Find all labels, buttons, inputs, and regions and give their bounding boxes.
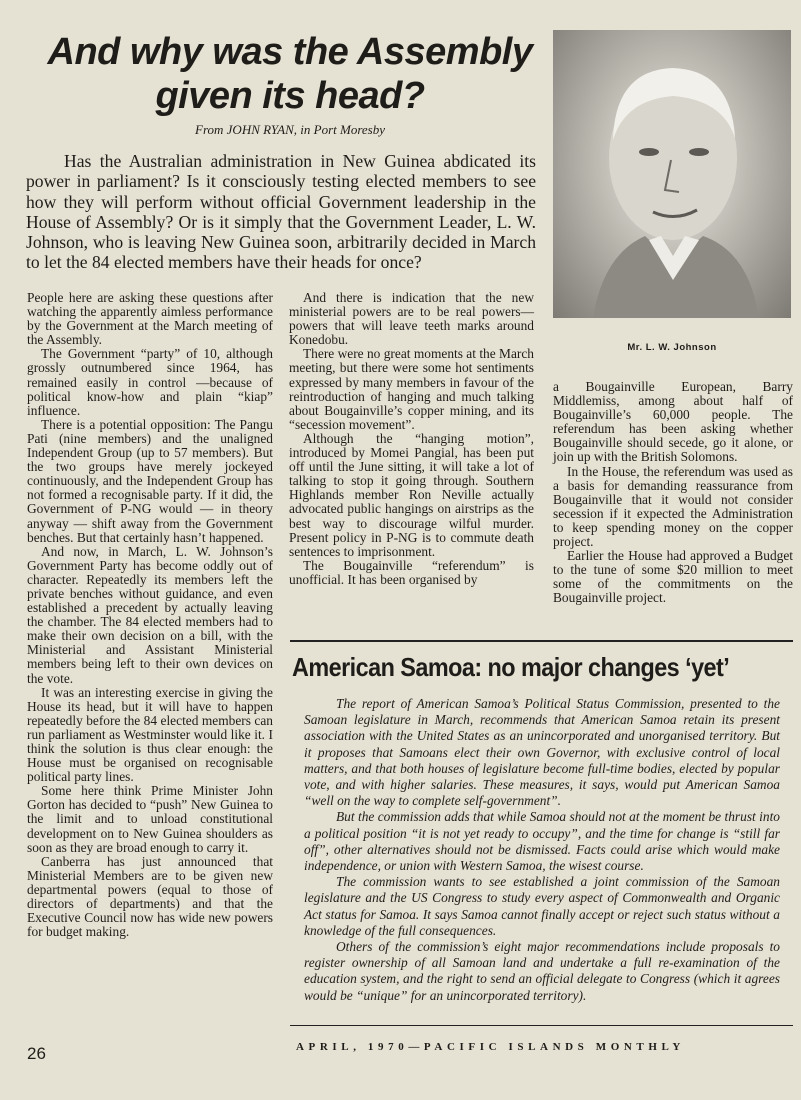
paragraph: People here are asking these questions after watching the apparently aimless performance by the Government at the March meeting of the Assembly. — [27, 290, 273, 348]
paragraph: a Bougainville European, Barry Middlemiss, among about half of Bougainville’s 60,000 people. The referendum has been asking whether Bougainville should secede, go it alone, or join up with the British Solomons. — [553, 379, 793, 465]
paragraph: There is a potential opposition: The Pangu Pati (nine members) and the unaligned Independent Group (up to 57 members). But the two groups have merely jockeyed continuously, and the Independent Group has not formed a recognisable party. If it did, the Government of P-NG would — in theory anyway — shift away from the Government benches. But that certainly hasn’t happened. — [27, 416, 273, 545]
article-headline: And why was the Assembly given its head? — [47, 31, 533, 117]
paragraph: Although the “hanging motion”, introduced by Momei Pangial, has been put off until the June sitting, it will take a lot of talking to stop it going through. Southern Highlands member Ron Neville actually advocated public hangings on airstrips as the best way to discourage wilful murder. Present policy in P-NG is to commute death sentences to imprisonment. — [289, 430, 534, 559]
article-byline: From JOHN RYAN, in Port Moresby — [195, 122, 385, 137]
paragraph: Some here think Prime Minister John Gorton has decided to “push” New Guinea to the limit and to unload constitutional development on to New Guinea shoulders as soon as they are broad enough to carry it. — [27, 783, 273, 855]
article-intro: Has the Australian administration in New Guinea abdicated its power in parliament? Is it consciously testing elected members to see how they will perform without official Government leadership in the House of Assembly? Or is it simply that the Government Leader, L. W. Johnson, who is leaving New Guinea soon, arbitrarily decided in March to let the 84 elected members have their heads for once? — [26, 151, 536, 273]
article-column-2 — [289, 291, 534, 587]
paragraph: It was an interesting exercise in giving the House its head, but it will have to happen repeatedly before the 84 elected members can run parliament as Westminster would like it. I think the solution is thus clear enough: the House must be organised on recognisable political party lines. — [27, 684, 273, 785]
paragraph: The commission wants to see established a joint commission of the Samoan legislature and the US Congress to study every aspect of Commonwealth and Organic Act status for Samoa. It says Samoa cannot finally accept or reject such status without a knowledge of the full consequences. — [304, 874, 780, 938]
section-divider — [290, 640, 793, 642]
paragraph: But the commission adds that while Samoa should not at the moment be thrust into a political position “it is not yet ready to occupy”, and the time for change is “still far off”, other alternatives should not be dismissed. Facts could arise which would make independence, or union with Western Samoa, the wisest course. — [304, 809, 780, 874]
portrait-photo — [553, 30, 791, 318]
paragraph: Others of the commission’s eight major recommendations include proposals to register ownership of all Samoan land and undertake a full re-examination of the education system, and the right to send an official delegate to Congress (which it agrees would be “unique” for an unincorporated territory). — [304, 939, 780, 1003]
footer-divider — [290, 1025, 793, 1026]
paragraph: The Government “party” of 10, although grossly outnumbered since 1964, has remained easily in control —because of political know-how and plain “kiap” influence. — [27, 346, 273, 418]
paragraph: Canberra has just announced that Ministerial Members are to be given new departmental powers (equal to those of directors of departments) and that the Executive Council now has wide new powers for budget making. — [27, 853, 273, 940]
samoa-headline: American Samoa: no major changes ‘yet’ — [292, 652, 730, 682]
paragraph: The report of American Samoa’s Political Status Commission, presented to the Samoan legislature in March, recommends that American Samoa retain its present association with the United States as an unincorporated and unorganised territory. But it proposes that Samoans elect their own Governor, with exclusive control of local matters, and that both houses of legislature become full-time bodies, elected by popular vote, and with higher salaries. These measures, it says, would put American Samoa “well on the way to complete self-government”. — [304, 696, 780, 809]
paragraph: And now, in March, L. W. Johnson’s Government Party has become oddly out of character. Repeatedly its members left the private benches without guidance, and even established a precedent by actually leaving the chamber. The 84 elected members had to make their own decision on a bill, with the Ministerial and Assistant Ministerial members being left to their own devices on the vote. — [27, 543, 273, 686]
paragraph: In the House, the referendum was used as a basis for demanding reassurance from Bougainville that it would not consider secession if it expected the Administration to keep spending money on the copper project. — [553, 463, 793, 550]
portrait-illustration — [553, 30, 791, 318]
paragraph: The Bougainville “referendum” is unofficial. It has been organised by — [289, 557, 534, 587]
article-column-1 — [27, 291, 273, 939]
photo-caption: Mr. L. W. Johnson — [627, 342, 717, 353]
samoa-article — [304, 696, 780, 1004]
running-footer: APRIL, 1970—PACIFIC ISLANDS MONTHLY — [296, 1041, 685, 1053]
article-column-3 — [553, 380, 793, 606]
page-number: 26 — [27, 1044, 46, 1063]
paragraph: There were no great moments at the March meeting, but there were some hot sentiments expressed by many members in favour of the reintroduction of hanging and much talking about Bougainville’s copper mining, and its “secession movement”. — [289, 346, 534, 432]
paragraph: Earlier the House had approved a Budget to the tune of some $20 million to meet some of the commitments on the Bougainville project. — [553, 548, 793, 606]
paragraph: And there is indication that the new ministerial powers are to be real powers—powers that will leave teeth marks around Konedobu. — [289, 290, 534, 348]
